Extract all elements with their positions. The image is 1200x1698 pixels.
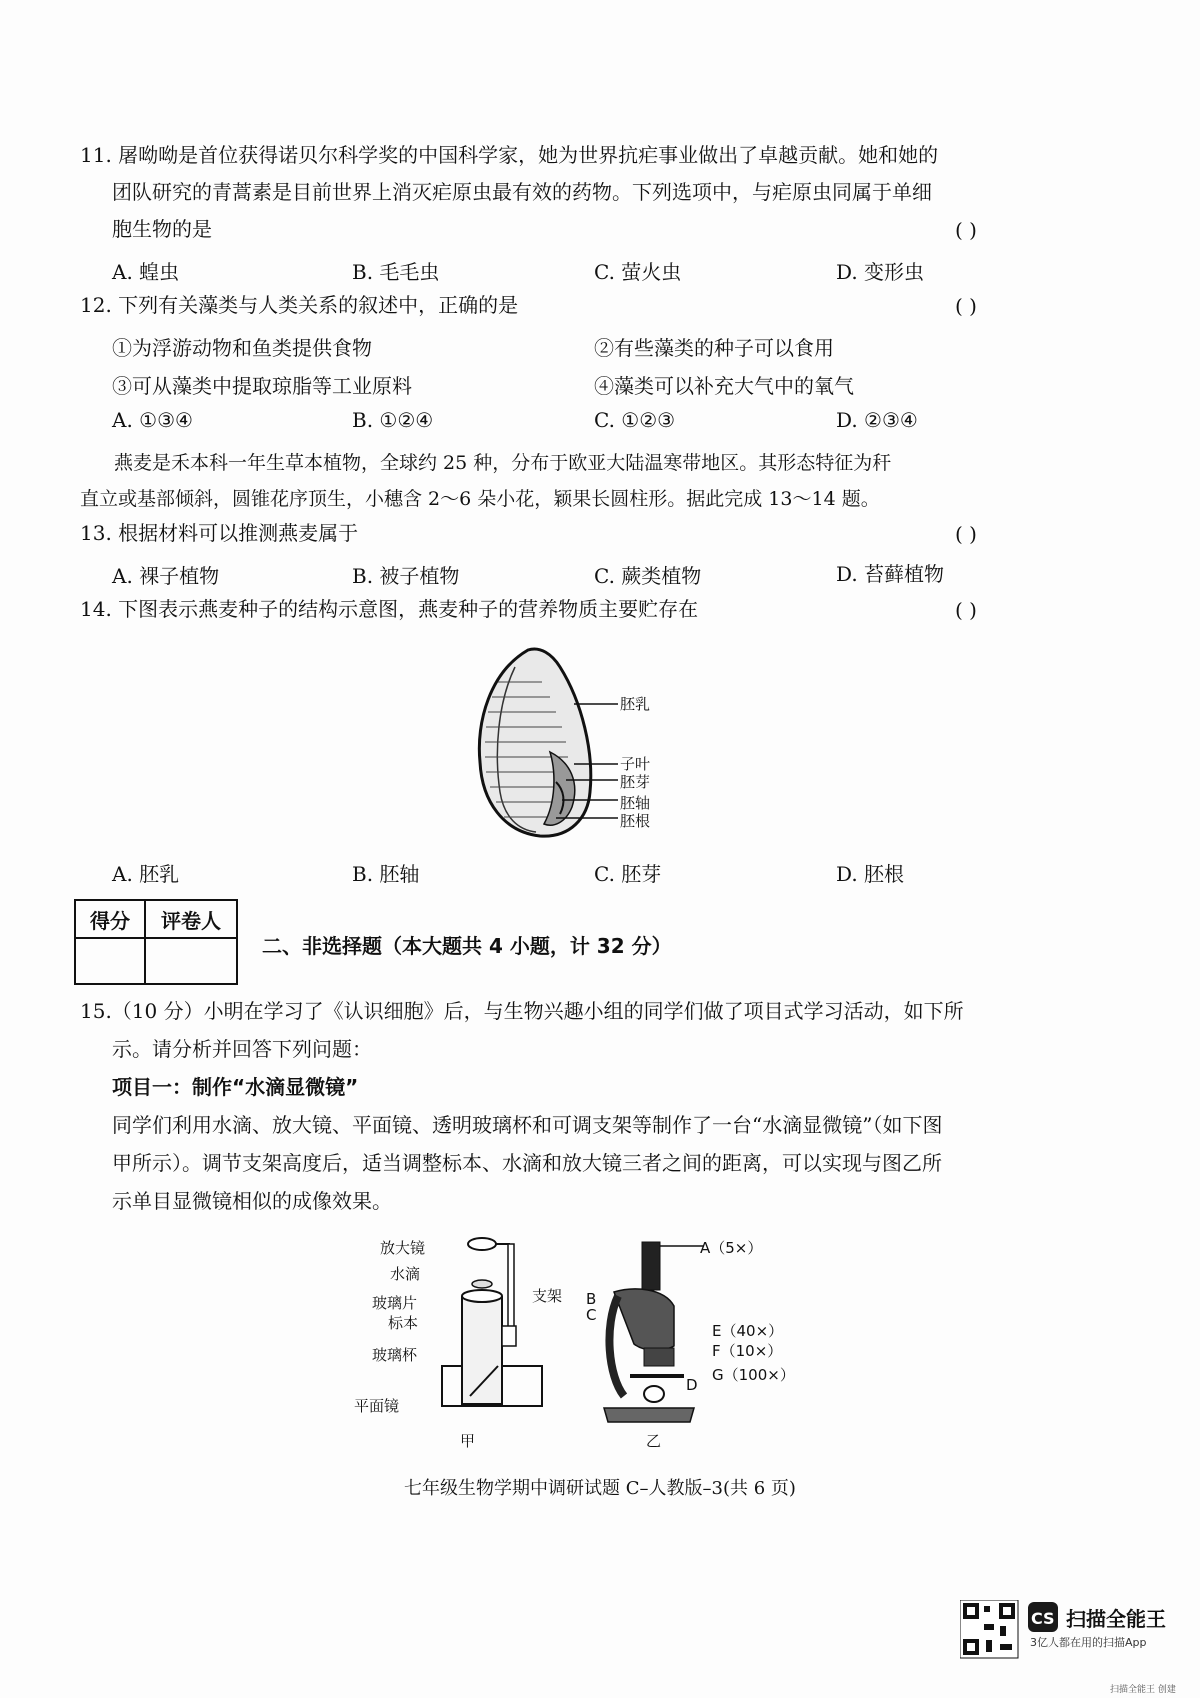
score-header: 得分 xyxy=(75,900,145,938)
qr-code-icon xyxy=(960,1600,1018,1658)
q15-project-title: 项目一：制作“水滴显微镜” xyxy=(112,1075,359,1099)
watermark-title: 扫描全能王 xyxy=(1066,1607,1166,1631)
jia-label-water-drop: 水滴 xyxy=(390,1265,421,1283)
q12-option-d: D. ②③④ xyxy=(836,408,918,432)
q13-option-c: C. 蕨类植物 xyxy=(594,564,702,588)
water-drop-microscope-diagram xyxy=(440,1236,570,1436)
yi-label-f: F（10×） xyxy=(712,1342,783,1360)
q13-option-d: D. 苔藓植物 xyxy=(836,562,945,586)
q12-option-b: B. ①②④ xyxy=(352,408,434,432)
seed-label-cotyledon: 子叶 xyxy=(620,755,651,773)
jia-label-magnifier: 放大镜 xyxy=(380,1239,426,1257)
q14-answer-paren: ( ) xyxy=(955,598,977,622)
oat-seed-diagram xyxy=(470,642,700,842)
q12-item-2: ②有些藻类的种子可以食用 xyxy=(594,336,834,360)
q13-option-a: A. 裸子植物 xyxy=(112,564,220,588)
q12-item-1: ①为浮游动物和鱼类提供食物 xyxy=(112,336,372,360)
seed-label-plumule: 胚芽 xyxy=(620,773,651,791)
q12-item-4: ④藻类可以补充大气中的氧气 xyxy=(594,374,854,398)
watermark-corner: 扫描全能王 创建 xyxy=(1110,1685,1176,1695)
q11-line2: 团队研究的青蒿素是目前世界上消灭疟原虫最有效的药物。下列选项中，与疟原虫同属于单细 xyxy=(112,180,932,204)
q14-option-c: C. 胚芽 xyxy=(594,862,662,886)
q13-option-b: B. 被子植物 xyxy=(352,564,460,588)
q11-option-b: B. 毛毛虫 xyxy=(352,260,440,284)
jia-label-specimen: 标本 xyxy=(388,1314,419,1332)
q11-option-d: D. 变形虫 xyxy=(836,260,925,284)
watermark-subtitle: 3亿人都在用的扫描App xyxy=(1030,1636,1147,1649)
yi-label-g: G（100×） xyxy=(712,1366,795,1384)
yi-label-b: B xyxy=(586,1290,597,1308)
q11-option-c: C. 萤火虫 xyxy=(594,260,682,284)
q13-stem: 13. 根据材料可以推测燕麦属于 xyxy=(80,521,359,545)
q11-option-a: A. 蝗虫 xyxy=(112,260,180,284)
q11-line1: 11. 屠呦呦是首位获得诺贝尔科学奖的中国科学家，她为世界抗疟事业做出了卓越贡献。她和她的 xyxy=(80,143,939,167)
yi-label-a: A（5×） xyxy=(700,1239,763,1257)
page-footer: 七年级生物学期中调研试题 C–人教版–3(共 6 页) xyxy=(404,1478,796,1499)
q15-para-line1: 同学们利用水滴、放大镜、平面镜、透明玻璃杯和可调支架等制作了一台“水滴显微镜”（如下图 xyxy=(112,1113,943,1137)
material-line1: 燕麦是禾本科一年生草本植物，全球约 25 种，分布于欧亚大陆温寒带地区。其形态特征为秆 xyxy=(114,452,892,474)
camscanner-logo-text: CS xyxy=(1031,1609,1055,1628)
q12-stem: 12. 下列有关藻类与人类关系的叙述中，正确的是 xyxy=(80,293,519,317)
score-cell[interactable] xyxy=(75,938,145,984)
q14-option-a: A. 胚乳 xyxy=(112,862,180,886)
jia-label-mirror: 平面镜 xyxy=(354,1397,400,1415)
q12-option-c: C. ①②③ xyxy=(594,408,676,432)
q14-option-d: D. 胚根 xyxy=(836,862,905,886)
yi-label-c: C xyxy=(586,1306,597,1324)
seed-outline xyxy=(479,649,590,836)
q14-stem: 14. 下图表示燕麦种子的结构示意图，燕麦种子的营养物质主要贮存在 xyxy=(80,597,699,621)
jia-label-stand: 支架 xyxy=(532,1287,563,1305)
q12-option-a: A. ①③④ xyxy=(112,408,193,432)
q12-item-3: ③可从藻类中提取琼脂等工业原料 xyxy=(112,374,412,398)
seed-label-endosperm: 胚乳 xyxy=(620,695,651,713)
q11-answer-paren: ( ) xyxy=(955,218,977,242)
material-line2: 直立或基部倾斜，圆锥花序顶生，小穗含 2～6 朵小花，颖果长圆柱形。据此完成 13～14 题。 xyxy=(80,488,880,510)
monocular-microscope-diagram xyxy=(594,1236,714,1426)
q13-answer-paren: ( ) xyxy=(955,522,977,546)
fig-jia-caption: 甲 xyxy=(460,1432,476,1450)
q12-answer-paren: ( ) xyxy=(955,294,977,318)
yi-label-d: D xyxy=(686,1376,698,1394)
seed-label-hypocotyl: 胚轴 xyxy=(620,794,651,812)
q15-para-line3: 示单目显微镜相似的成像效果。 xyxy=(112,1189,392,1213)
q11-line3: 胞生物的是 xyxy=(112,217,212,241)
jia-label-glass-slide: 玻璃片 xyxy=(372,1294,418,1312)
q15-line1: 15.（10 分）小明在学习了《认识细胞》后，与生物兴趣小组的同学们做了项目式学习活动，如下所 xyxy=(80,999,964,1023)
q14-option-b: B. 胚轴 xyxy=(352,862,420,886)
section2-title: 二、非选择题（本大题共 4 小题，计 32 分） xyxy=(262,934,672,958)
score-table xyxy=(74,899,238,985)
grader-header: 评卷人 xyxy=(145,900,237,938)
fig-yi-caption: 乙 xyxy=(646,1432,662,1450)
q15-para-line2: 甲所示）。调节支架高度后，适当调整标本、水滴和放大镜三者之间的距离，可以实现与图乙所 xyxy=(112,1151,942,1175)
grader-cell[interactable] xyxy=(145,938,237,984)
jia-label-glass-cup: 玻璃杯 xyxy=(372,1346,418,1364)
q15-line2: 示。请分析并回答下列问题： xyxy=(112,1037,372,1061)
seed-label-radicle: 胚根 xyxy=(620,812,651,830)
yi-label-e: E（40×） xyxy=(712,1322,784,1340)
